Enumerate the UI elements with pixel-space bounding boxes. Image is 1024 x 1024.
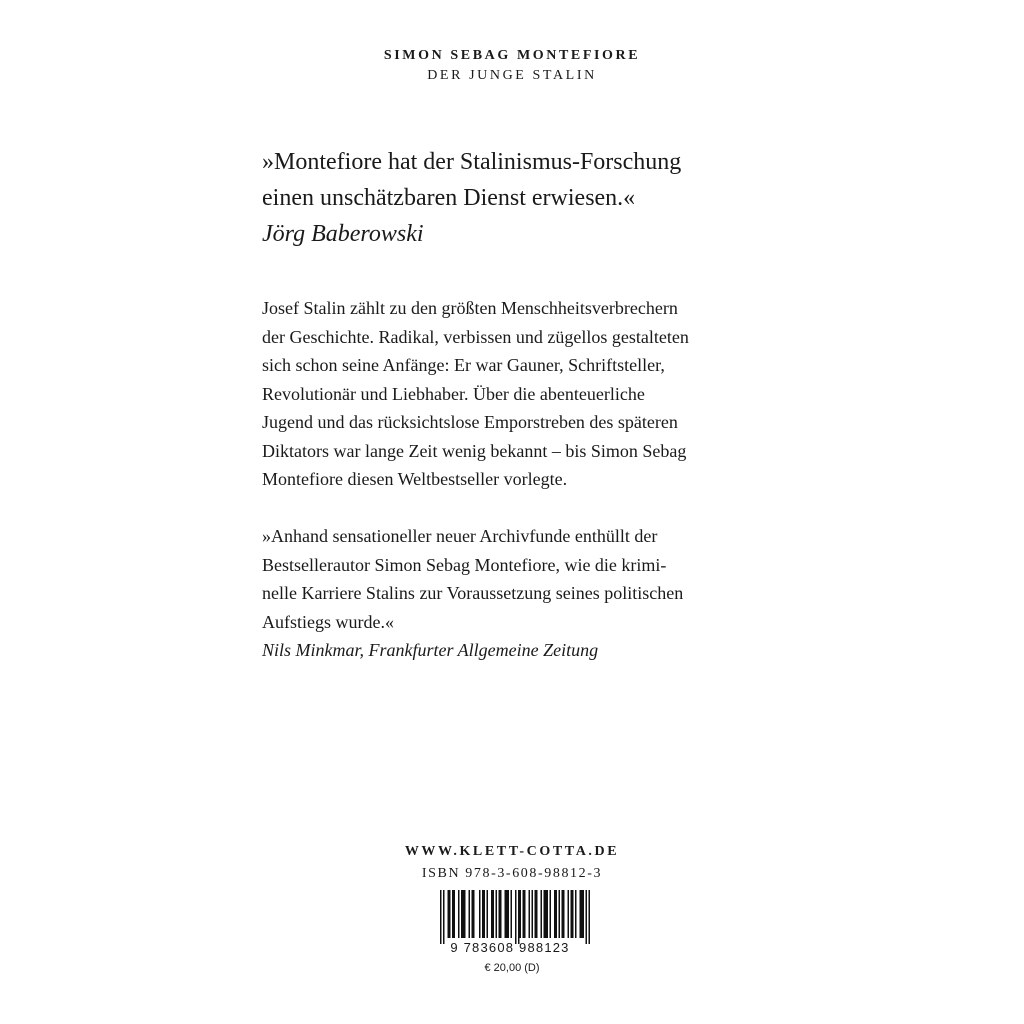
barcode-bar [532,890,534,938]
review-quote-1 [262,144,782,252]
quote-line: nelle Karriere Stalins zur Voraussetzung seines politischen [262,583,684,603]
barcode-bar [479,890,481,938]
barcode-bar [499,890,501,938]
barcode-bar [452,890,454,938]
barcode-bar [493,890,495,938]
footer [0,842,1024,884]
barcode-bar [505,890,507,938]
quote-attribution: Jörg Baberowski [262,221,424,247]
quote-line: »Montefiore hat der Stalinismus-Forschung [262,149,682,175]
barcode-bar [575,890,577,938]
barcode-bar [464,890,466,938]
barcode-bar [496,890,498,938]
review-quote-2 [262,522,782,665]
blurb-line: Diktators war lange Zeit wenig bekannt – bis Simon Sebag [262,440,687,461]
quote-attribution: Nils Minkmar, Frankfurter Allgemeine Zeitung [262,640,599,660]
barcode-bar [535,890,537,938]
barcode-bar [448,890,450,938]
barcode-bar [469,890,471,938]
barcode-bar [554,890,556,938]
barcode-bar [580,890,582,938]
publisher-website: WWW.KLETT-COTTA.DE [404,844,620,859]
barcode-bar [524,890,526,938]
quote-line: Aufstiegs wurde.« [262,611,394,632]
barcode-bar [491,890,493,938]
book-title: DER JUNGE STALIN [427,68,597,83]
barcode-bar [523,890,525,938]
blurb-line: der Geschichte. Radikal, verbissen und zügellos gestalteten [262,326,689,347]
quote-line: einen unschätzbaren Dienst erwiesen.« [262,185,636,211]
blurb-line: Montefiore diesen Weltbestseller vorlegte. [262,469,568,489]
barcode-bar [544,890,546,938]
barcode-bar [473,890,475,938]
barcode-bar [545,890,547,938]
barcode-bar [461,890,463,938]
barcode-bar [541,890,543,938]
barcode-bar [559,890,561,938]
blurb-line: sich schon seine Anfänge: Er war Gauner, Schriftsteller, [262,355,665,375]
barcode-bar [500,890,502,938]
book-blurb [262,294,782,494]
barcode-bar [440,890,442,944]
barcode-bar [581,890,583,938]
barcode-bar [515,890,517,944]
barcode-bar [506,890,508,938]
barcode-bar [472,890,474,938]
barcode-bar [443,890,445,944]
barcode-bar [536,890,538,938]
barcode-bar [520,890,522,938]
barcode-bar [458,890,460,938]
barcode-bar [508,890,510,938]
barcode-bar [562,890,564,938]
barcode-digits: 9 783608 988123 [450,940,570,955]
barcode-bar [572,890,574,938]
barcode-bar [568,890,570,938]
blurb-line: Josef Stalin zählt zu den größten Menschheitsverbrechern [262,298,678,318]
barcode-bar [563,890,565,938]
isbn: ISBN 978-3-608-98812-3 [421,866,603,881]
barcode-bar [454,890,456,938]
barcode-bar [550,890,552,938]
barcode-bar [589,890,591,944]
barcode-bar [511,890,513,938]
blurb-line: Jugend und das rücksichtslose Emporstreben des späteren [262,412,678,432]
quote-line: »Anhand sensationeller neuer Archivfunde enthüllt der [262,526,658,546]
barcode-bar [482,890,484,938]
header [0,46,1024,86]
price: € 20,00 (D) [484,962,540,974]
barcode-bar [449,890,451,938]
barcode-bar [484,890,486,938]
barcode-bar [571,890,573,938]
barcode-bar [583,890,585,938]
barcode-bar [547,890,549,938]
blurb-line: Revolutionär und Liebhaber. Über die abenteuerliche [262,383,645,404]
barcode-bar [487,890,489,938]
barcode-bar [463,890,465,938]
barcode-bar [529,890,531,938]
quote-line: Bestsellerautor Simon Sebag Montefiore, wie die krimi- [262,554,667,575]
author-name: SIMON SEBAG MONTEFIORE [383,48,641,63]
barcode-bar [556,890,558,938]
barcode-bar [586,890,588,944]
barcode-bar [518,890,520,944]
